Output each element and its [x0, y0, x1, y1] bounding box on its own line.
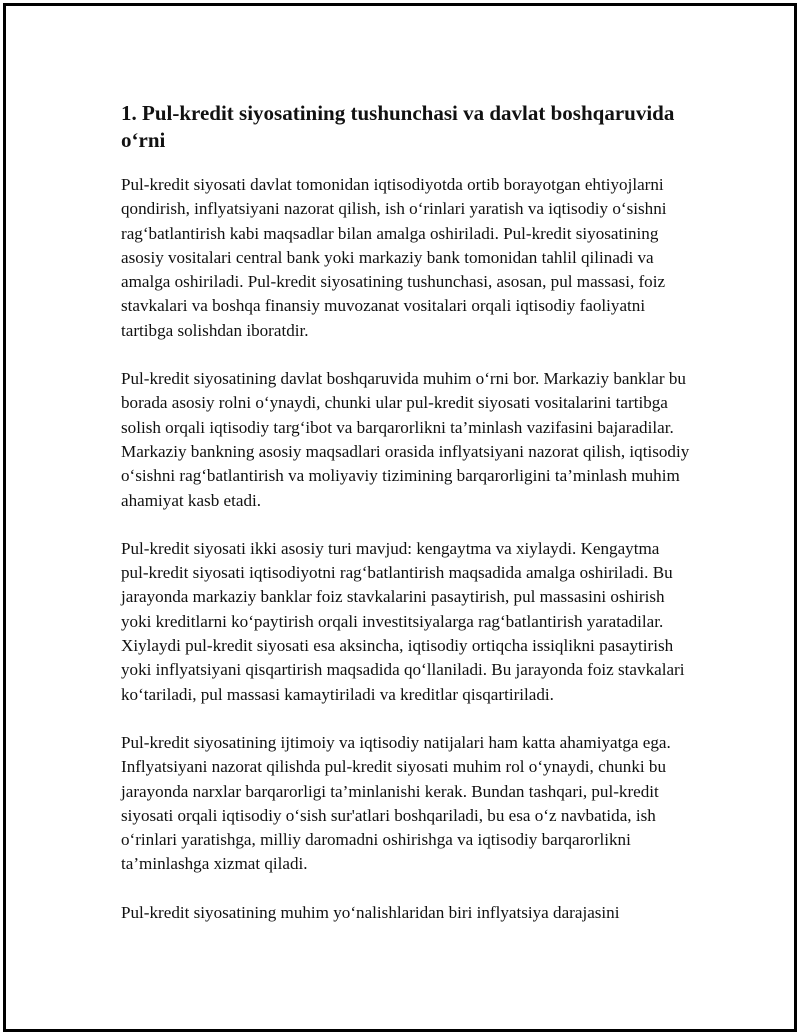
section-heading: 1. Pul-kredit siyosatining tushunchasi va davlat boshqaruvida o‘rni	[121, 101, 675, 152]
paragraph: Pul-kredit siyosatining muhim yo‘nalishlaridan biri inflyatsiya darajasini	[121, 902, 620, 922]
document-body	[121, 100, 691, 949]
paragraph: Pul-kredit siyosatining davlat boshqaruvida muhim o‘rni bor. Markaziy banklar bu borada asosiy rolni o‘ynaydi, chunki ular pul-kredit siyosati vositalarini tartibga solish orqali iqtisodiy targ‘ibot va barqarorlikni ta’minlash vazifasini bajaradilar. Markaziy bankning asosiy maqsadlari orasida inflyatsiyani nazorat qilish, iqtisodiy o‘sishni rag‘batlantirish va moliyaviy tizimining barqarorligini ta’minlash muhim ahamiyat kasb etadi.	[121, 369, 690, 510]
paragraph: Pul-kredit siyosati ikki asosiy turi mavjud: kengaytma va xiylaydi. Kengaytma pul-kredit siyosati iqtisodiyotni rag‘batlantirish maqsadida amalga oshiriladi. Bu jarayonda markaziy banklar foiz stavkalarini pasaytirish, pul massasini oshirish yoki kreditlarni ko‘paytirish orqali investitsiyalarga rag‘batlantirish yaratadilar. Xiylaydi pul-kredit siyosati esa aksincha, iqtisodiy ortiqcha issiqlikni pasaytirish yoki inflyatsiyani qisqartirish maqsadida qo‘llaniladi. Bu jarayonda foiz stavkalari ko‘tariladi, pul massasi kamaytiriladi va kreditlar qisqartiriladi.	[121, 538, 685, 704]
paragraph: Pul-kredit siyosatining ijtimoiy va iqtisodiy natijalari ham katta ahamiyatga ega. Inflyatsiyani nazorat qilishda pul-kredit siyosati muhim rol o‘ynaydi, chunki bu jarayonda narxlar barqarorligi ta’minlanishi kerak. Bundan tashqari, pul-kredit siyosati orqali iqtisodiy o‘sish sur'atlari boshqariladi, bu esa o‘z navbatida, ish o‘rinlari yaratishga, milliy daromadni oshirishga va iqtisodiy barqarorlikni ta’minlashga xizmat qiladi.	[121, 732, 671, 874]
paragraph: Pul-kredit siyosati davlat tomonidan iqtisodiyotda ortib borayotgan ehtiyojlarni qondirish, inflyatsiyani nazorat qilish, ish o‘rinlari yaratish va iqtisodiy o‘sishni rag‘batlantirish kabi maqsadlar bilan amalga oshiriladi. Pul-kredit siyosatining asosiy vositalari central bank yoki markaziy bank tomonidan tahlil qilinadi va amalga oshiriladi. Pul-kredit siyosatining tushunchasi, asosan, pul massasi, foiz stavkalari va boshqa finansiy muvozanat vositalari orqali iqtisodiy faoliyatni tartibga solishdan iboratdir.	[121, 175, 667, 340]
page-frame	[3, 3, 797, 1032]
